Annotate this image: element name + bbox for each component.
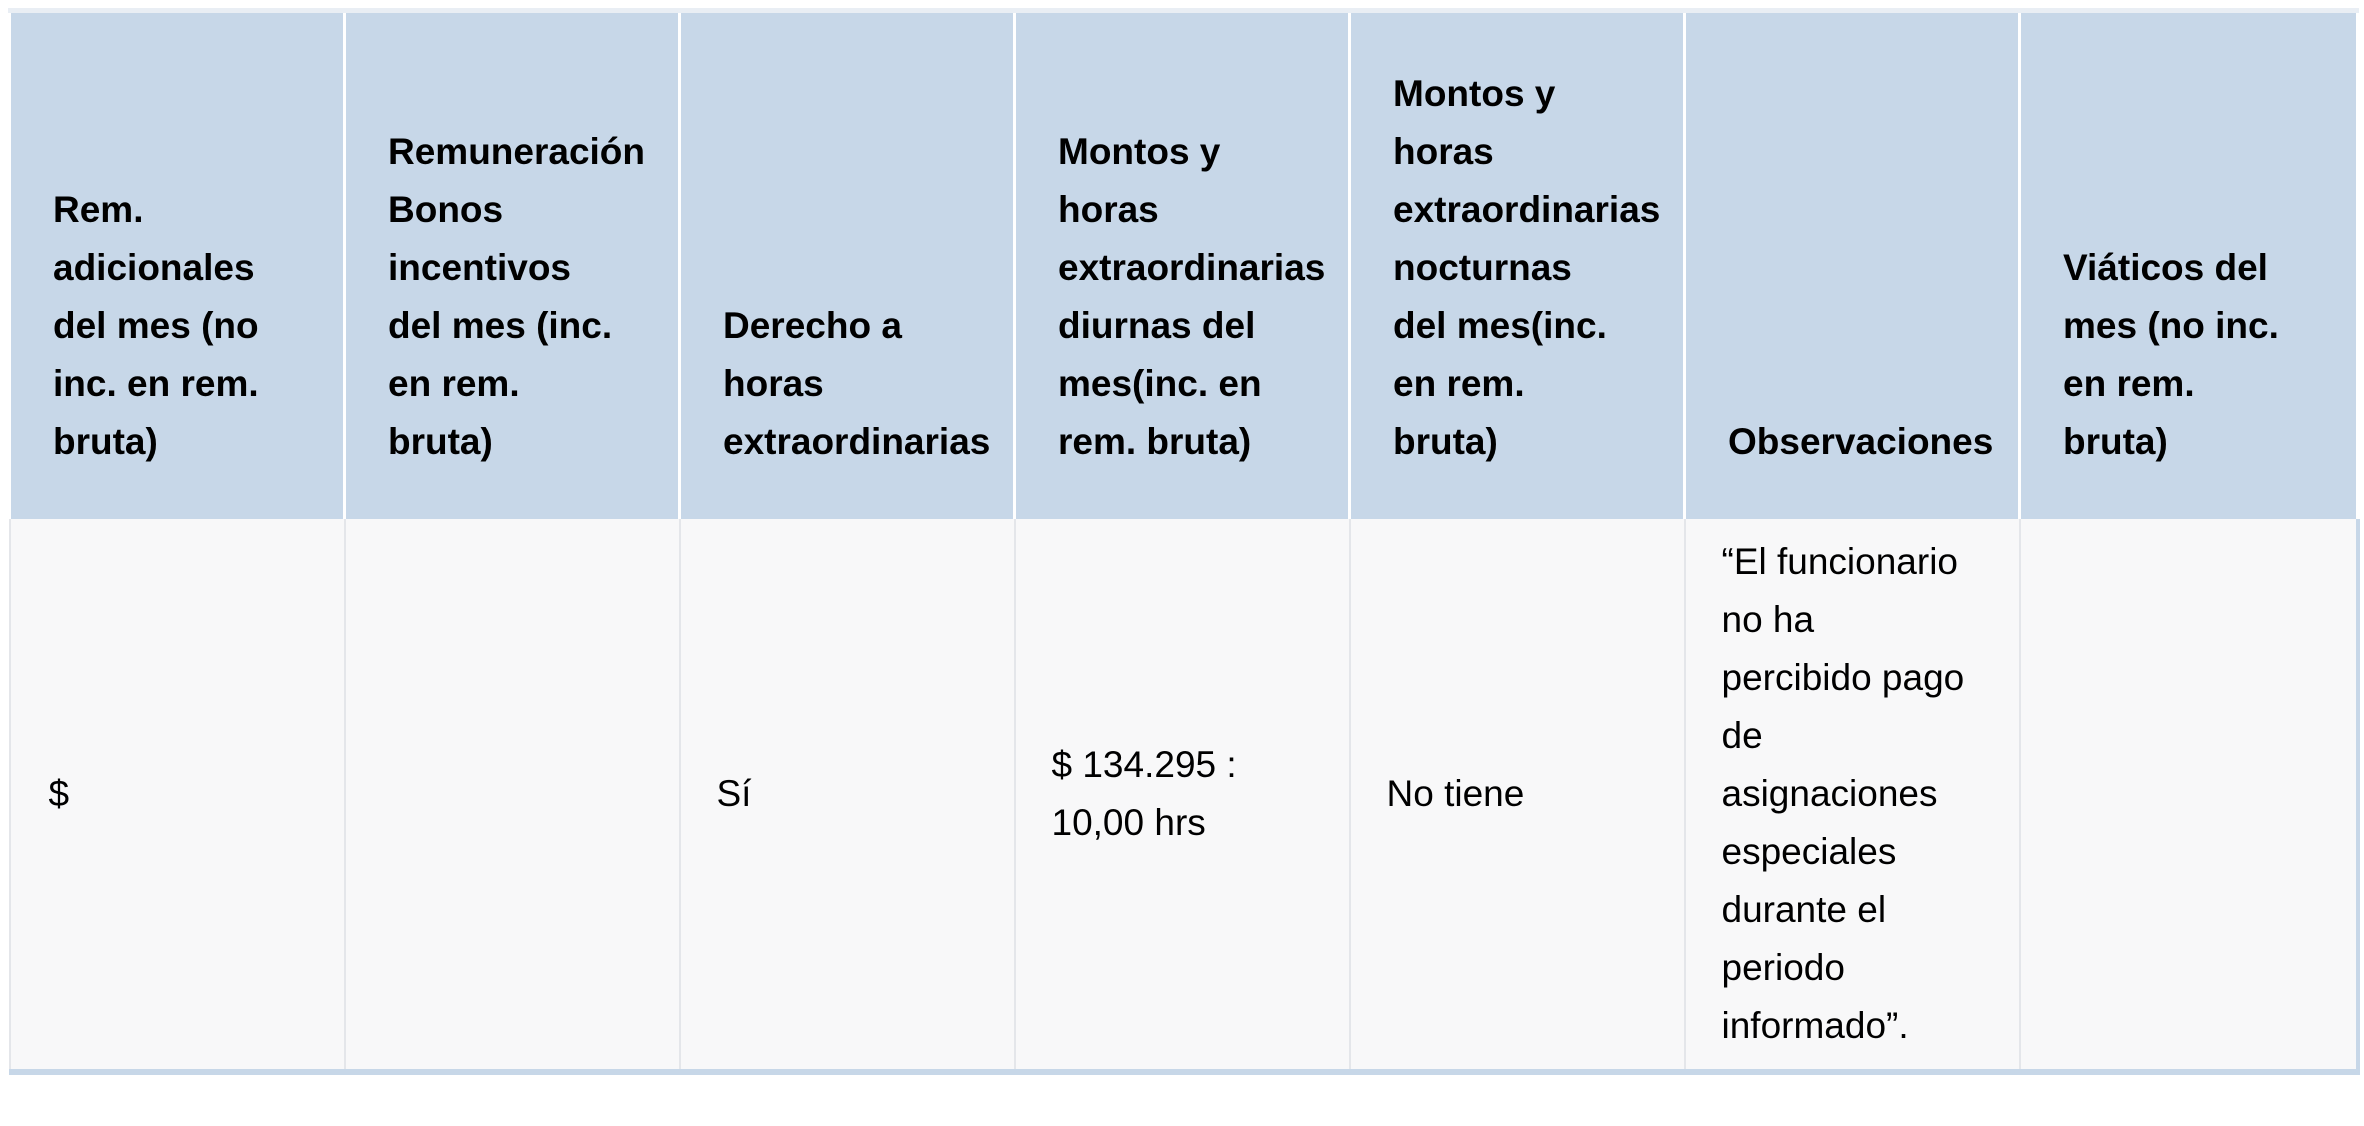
- header-derecho-horas: Derecho a horas extraordinarias: [680, 11, 1015, 520]
- header-rem-adicionales: Rem. adicionales del mes (no inc. en rem. bruta): [10, 11, 345, 520]
- cell-horas-nocturnas: No tiene: [1350, 519, 1685, 1072]
- table-row: [10, 519, 2358, 1072]
- table-header: [10, 11, 2358, 520]
- header-observaciones: Observaciones: [1685, 11, 2020, 520]
- header-horas-diurnas: Montos y horas extraordinarias diurnas del mes(inc. en rem. bruta): [1015, 11, 1350, 520]
- header-viaticos: Viáticos del mes (no inc. en rem. bruta): [2020, 11, 2358, 520]
- cell-observaciones: “El funcionario no ha percibido pago de asignaciones especiales durante el periodo informado”.: [1685, 519, 2020, 1072]
- header-horas-nocturnas: Montos y horas extraordinarias nocturnas del mes(inc. en rem. bruta): [1350, 11, 1685, 520]
- cell-rem-adicionales: $: [10, 519, 345, 1072]
- remuneration-table: [8, 8, 2360, 1075]
- cell-derecho-horas: Sí: [680, 519, 1015, 1072]
- table-body: [10, 519, 2358, 1072]
- cell-viaticos: [2020, 519, 2358, 1072]
- cell-horas-diurnas: $ 134.295 : 10,00 hrs: [1015, 519, 1350, 1072]
- cell-remuneracion-bonos: [345, 519, 680, 1072]
- header-remuneracion-bonos: Remuneración Bonos incentivos del mes (inc. en rem. bruta): [345, 11, 680, 520]
- header-row: [10, 11, 2358, 520]
